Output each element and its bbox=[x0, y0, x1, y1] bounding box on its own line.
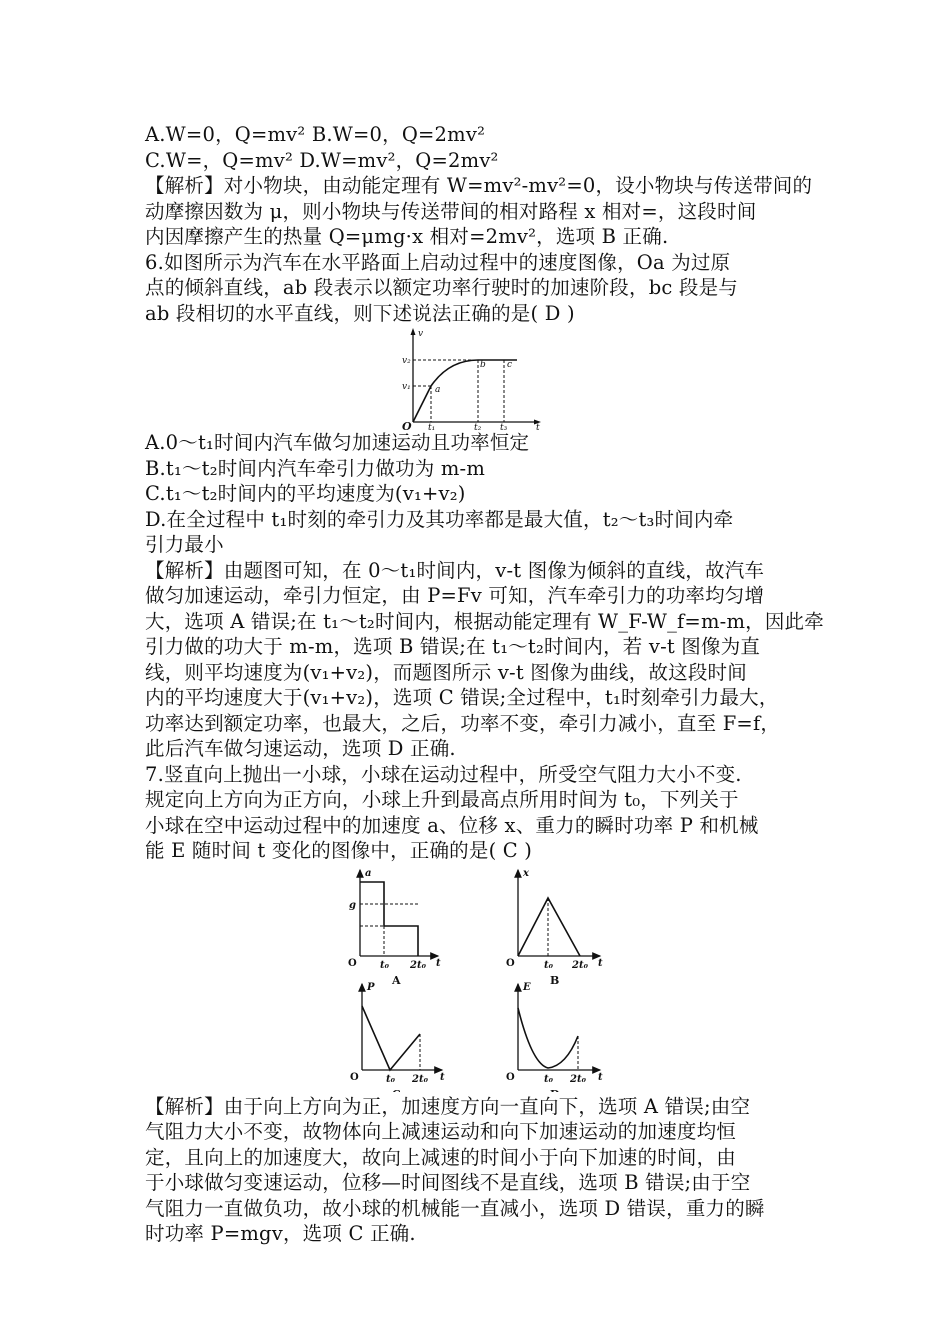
text-line: 大，选项 A 错误;在 t₁～t₂时间内，根据动能定理有 W_F-W_f=m-m，因此牵 bbox=[145, 609, 824, 633]
svg-text:B: B bbox=[550, 973, 560, 987]
graph-c bbox=[350, 982, 445, 1092]
svg-text:2t₀: 2t₀ bbox=[412, 1073, 428, 1085]
curve-ab bbox=[431, 360, 478, 386]
v-t-graph bbox=[145, 326, 825, 430]
text-line: 于小球做匀变速运动，位移—时间图线不是直线，选项 B 错误;由于空 bbox=[145, 1171, 751, 1194]
figure-q6-velocity-time bbox=[145, 326, 825, 430]
label-a: a bbox=[435, 385, 441, 395]
text-line: A.W=0，Q=mv² B.W=0，Q=2mv² bbox=[145, 123, 486, 146]
label-t3: t₃ bbox=[500, 423, 508, 430]
svg-text:t: t bbox=[440, 1071, 445, 1083]
text-line: D.在全过程中 t₁时刻的牵引力及其功率都是最大值，t₂～t₃时间内牵 bbox=[145, 507, 734, 531]
text-line: 7.竖直向上抛出一小球，小球在运动过程中，所受空气阻力大小不变. bbox=[145, 762, 742, 786]
svg-text:2t₀: 2t₀ bbox=[410, 959, 426, 971]
label-t2: t₂ bbox=[474, 423, 482, 430]
label-v1: v₁ bbox=[402, 382, 411, 392]
label-v2: v₂ bbox=[402, 356, 411, 366]
svg-text:A: A bbox=[392, 973, 401, 987]
label-c: c bbox=[507, 360, 513, 370]
document-page bbox=[145, 122, 825, 1247]
graph-a bbox=[348, 868, 441, 987]
text-block-mid bbox=[145, 430, 825, 864]
svg-text:t₀: t₀ bbox=[386, 1073, 395, 1085]
text-line: 气阻力大小不变，故物体向上减速运动和向下加速运动的加速度均恒 bbox=[145, 1120, 737, 1143]
svg-text:O: O bbox=[506, 957, 515, 969]
text-line: 引力最小 bbox=[145, 533, 224, 556]
text-line: 时功率 P=mgv，选项 C 正确. bbox=[145, 1222, 416, 1245]
svg-text:2t₀: 2t₀ bbox=[572, 959, 588, 971]
svg-text:2t₀: 2t₀ bbox=[570, 1073, 586, 1085]
text-line: 能 E 随时间 t 变化的图像中，正确的是( C ) bbox=[145, 839, 533, 862]
y-axis-arrow bbox=[411, 328, 416, 335]
svg-text:t₀: t₀ bbox=[544, 959, 553, 971]
text-line: 内的平均速度大于(v₁+v₂)，选项 C 错误;全过程中，t₁时刻牵引力最大， bbox=[145, 686, 779, 709]
text-line: 点的倾斜直线，ab 段表示以额定功率行驶时的加速阶段，bc 段是与 bbox=[145, 276, 739, 299]
text-line: 气阻力一直做负功，故小球的机械能一直减小，选项 D 错误，重力的瞬 bbox=[145, 1196, 765, 1220]
text-line: 线，则平均速度为(v₁+v₂)，而题图所示 v-t 图像为曲线，故这段时间 bbox=[145, 660, 747, 684]
text-line: 【解析】由题图可知，在 0～t₁时间内，v-t 图像为倾斜的直线，故汽车 bbox=[145, 558, 765, 582]
q7-graphs-svg bbox=[145, 864, 825, 1092]
svg-text:t: t bbox=[436, 957, 441, 969]
text-line: 内因摩擦产生的热量 Q=μmg·x 相对=2mv²，选项 B 正确. bbox=[145, 225, 669, 248]
svg-text:a: a bbox=[365, 867, 372, 879]
svg-text:t: t bbox=[598, 957, 603, 969]
svg-text:O: O bbox=[350, 1071, 359, 1083]
text-block-top bbox=[145, 122, 825, 326]
text-line: B.t₁～t₂时间内汽车牵引力做功为 m-m bbox=[145, 456, 486, 480]
text-line: 定，且向上的加速度大，故向上减速的时间小于向下加速的时间，由 bbox=[145, 1145, 737, 1169]
text-line: 此后汽车做匀速运动，选项 D 正确. bbox=[145, 737, 456, 760]
text-line: 动摩擦因数为 μ，则小物块与传送带间的相对路程 x 相对=，这段时间 bbox=[145, 199, 757, 223]
label-t1: t₁ bbox=[428, 423, 436, 430]
text-line: 小球在空中运动过程中的加速度 a、位移 x、重力的瞬时功率 P 和机械 bbox=[145, 813, 759, 837]
text-line: C.t₁～t₂时间内的平均速度为(v₁+v₂) bbox=[145, 482, 466, 505]
text-line: C.W=，Q=mv² D.W=mv²，Q=2mv² bbox=[145, 148, 499, 172]
svg-text:t₀: t₀ bbox=[544, 1073, 553, 1085]
svg-text:P: P bbox=[367, 981, 375, 993]
svg-text:E: E bbox=[523, 981, 531, 993]
text-line: 6.如图所示为汽车在水平路面上启动过程中的速度图像，Oa 为过原 bbox=[145, 250, 731, 274]
label-v: v bbox=[418, 329, 424, 339]
text-line: 引力做的功大于 m-m，选项 B 错误;在 t₁～t₂时间内，若 v-t 图像为直 bbox=[145, 635, 761, 658]
text-line: 【解析】对小物块，由动能定理有 W=mv²-mv²=0，设小物块与传送带间的 bbox=[145, 174, 813, 197]
svg-text:O: O bbox=[506, 1071, 515, 1083]
svg-text:t: t bbox=[598, 1071, 603, 1083]
text-line: 规定向上方向为正方向，小球上升到最高点所用时间为 t₀，下列关于 bbox=[145, 788, 739, 811]
figure-q7-graphs bbox=[145, 864, 825, 1092]
text-line: A.0～t₁时间内汽车做匀加速运动且功率恒定 bbox=[145, 431, 530, 454]
text-line: 【解析】由于向上方向为正，加速度方向一直向下，选项 A 错误;由空 bbox=[145, 1094, 751, 1118]
label-b: b bbox=[480, 360, 486, 370]
svg-text:g: g bbox=[349, 899, 356, 911]
line-oa bbox=[413, 386, 431, 422]
text-block-bottom bbox=[145, 1094, 825, 1247]
graph-b bbox=[506, 868, 603, 987]
svg-text:O: O bbox=[348, 957, 357, 969]
svg-text:C bbox=[392, 1088, 401, 1092]
text-line: 做匀加速运动，牵引力恒定，由 P=Fv 可知，汽车牵引力的功率均匀增 bbox=[145, 584, 765, 607]
label-origin: O bbox=[402, 420, 412, 430]
svg-text:t₀: t₀ bbox=[380, 959, 389, 971]
text-line: ab 段相切的水平直线，则下述说法正确的是( D ) bbox=[145, 301, 575, 325]
graph-d bbox=[506, 982, 603, 1092]
text-line: 功率达到额定功率，也最大，之后，功率不变，牵引力减小，直至 F=f， bbox=[145, 711, 781, 735]
svg-text:D bbox=[550, 1088, 560, 1092]
label-t: t bbox=[536, 423, 540, 430]
svg-text:x: x bbox=[523, 867, 529, 879]
